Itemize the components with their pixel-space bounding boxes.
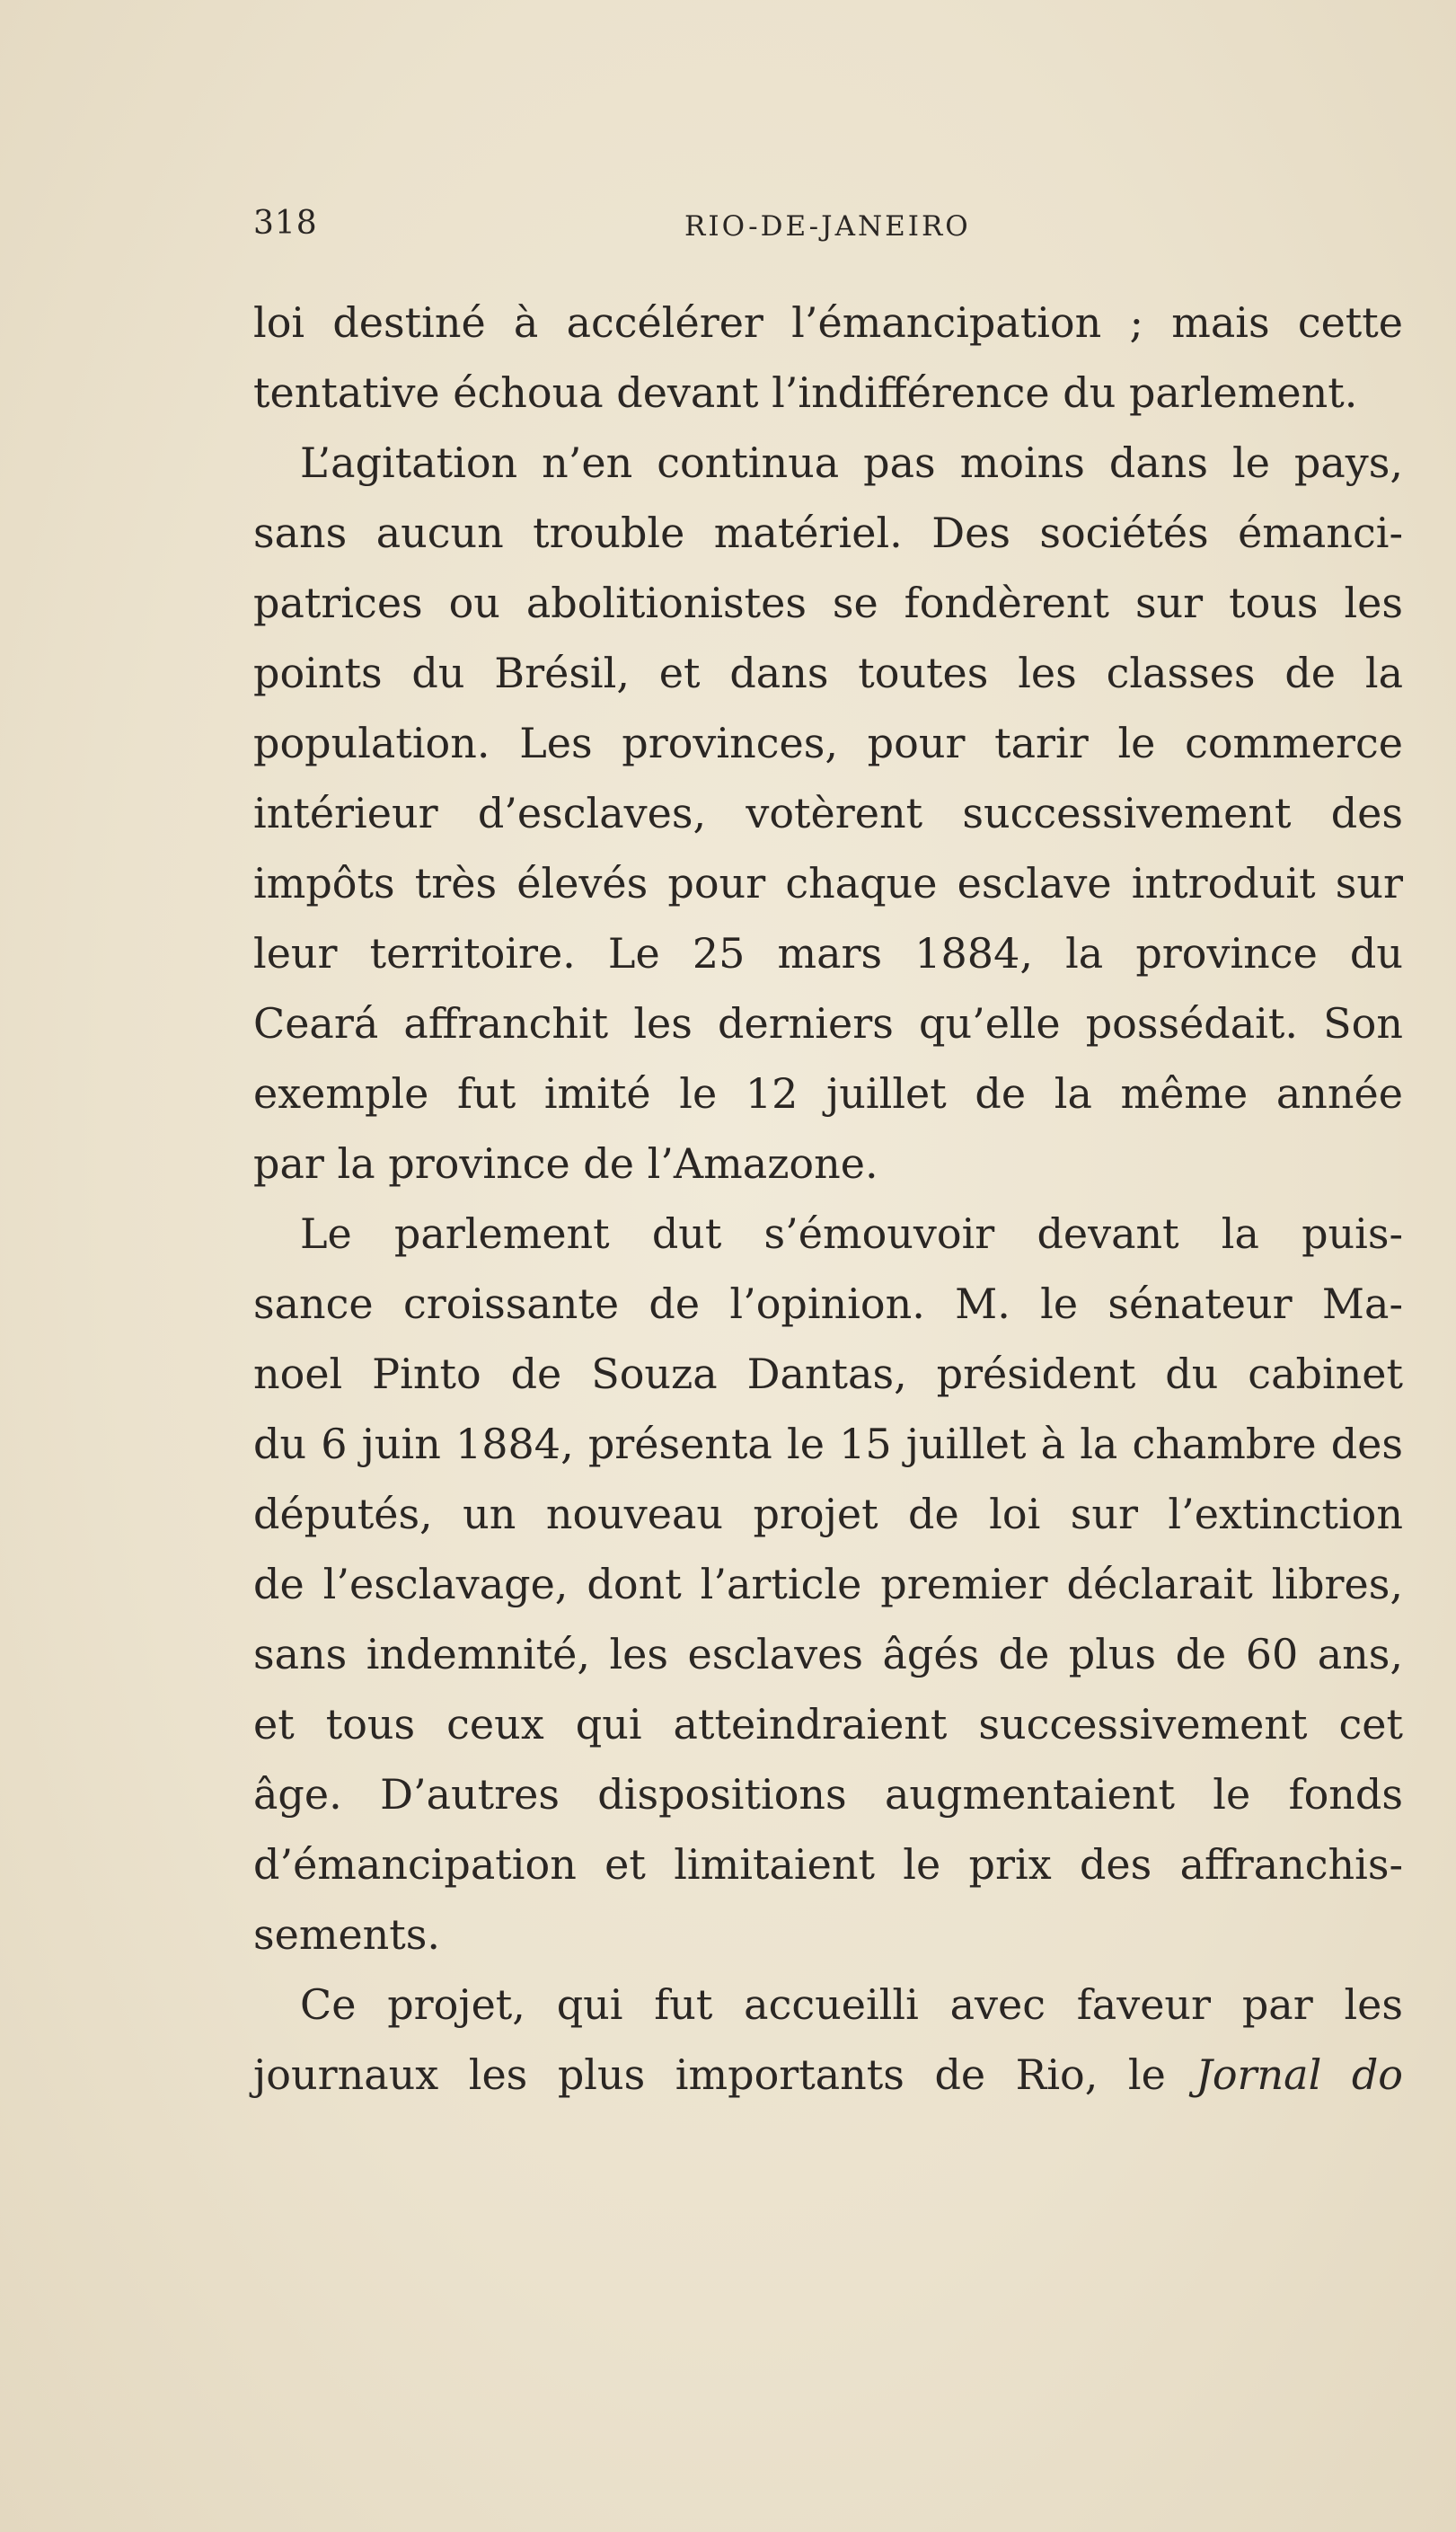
text-line: points du Brésil, et dans toutes les classes de la [253,649,1403,697]
text-line: par la province de l’Amazone. [253,1139,878,1188]
italic-title: Jornal do [1196,2050,1403,2099]
text-line: leur territoire. Le 25 mars 1884, la province du [253,929,1403,978]
text-line: sans indemnité, les esclaves âgés de plus de 60 ans, [253,1630,1403,1678]
text-line: population. Les provinces, pour tarir le commerce [253,719,1403,767]
text-line [253,2040,1403,2110]
text-line: tentative échoua devant l’indifférence du parlement. [253,368,1358,417]
page-header [253,205,1403,268]
text-line-main: journaux les plus importants de Rio, le [253,2050,1196,2099]
text-line: noel Pinto de Souza Dantas, président du cabinet [253,1350,1403,1398]
text-line: de l’esclavage, dont l’article premier déclarait libres, [253,1560,1403,1608]
text-line: sements. [253,1910,441,1959]
text-line: Ce projet, qui fut accueilli avec faveur par les [300,1980,1403,2029]
text-line: sans aucun trouble matériel. Des sociétés émanci- [253,509,1403,557]
text-line: Ceará affranchit les derniers qu’elle possédait. Son [253,999,1403,1048]
text-line: L’agitation n’en continua pas moins dans le pays, [300,438,1403,487]
text-line: et tous ceux qui atteindraient successivement cet [253,1700,1403,1748]
text-line: loi destiné à accélérer l’émancipation ; mais cette [253,298,1403,347]
text-line: exemple fut imité le 12 juillet de la même année [253,1069,1403,1118]
text-line: du 6 juin 1884, présenta le 15 juillet à la chambre des [253,1420,1403,1468]
text-line: âge. D’autres dispositions augmentaient le fonds [253,1770,1403,1819]
text-line: d’émancipation et limitaient le prix des affranchis- [253,1840,1403,1889]
text-line: patrices ou abolitionistes se fondèrent sur tous les [253,579,1403,627]
text-line: sance croissante de l’opinion. M. le sénateur Ma- [253,1279,1403,1328]
text-line: impôts très élevés pour chaque esclave introduit sur [253,859,1403,907]
body-text [253,288,1403,2110]
text-line: intérieur d’esclaves, votèrent successivement des [253,789,1403,837]
running-title: RIO-DE-JANEIRO [684,210,971,243]
text-line: Le parlement dut s’émouvoir devant la puis- [300,1209,1403,1258]
page-number: 318 [253,205,318,242]
text-line: députés, un nouveau projet de loi sur l’extinction [253,1490,1403,1538]
